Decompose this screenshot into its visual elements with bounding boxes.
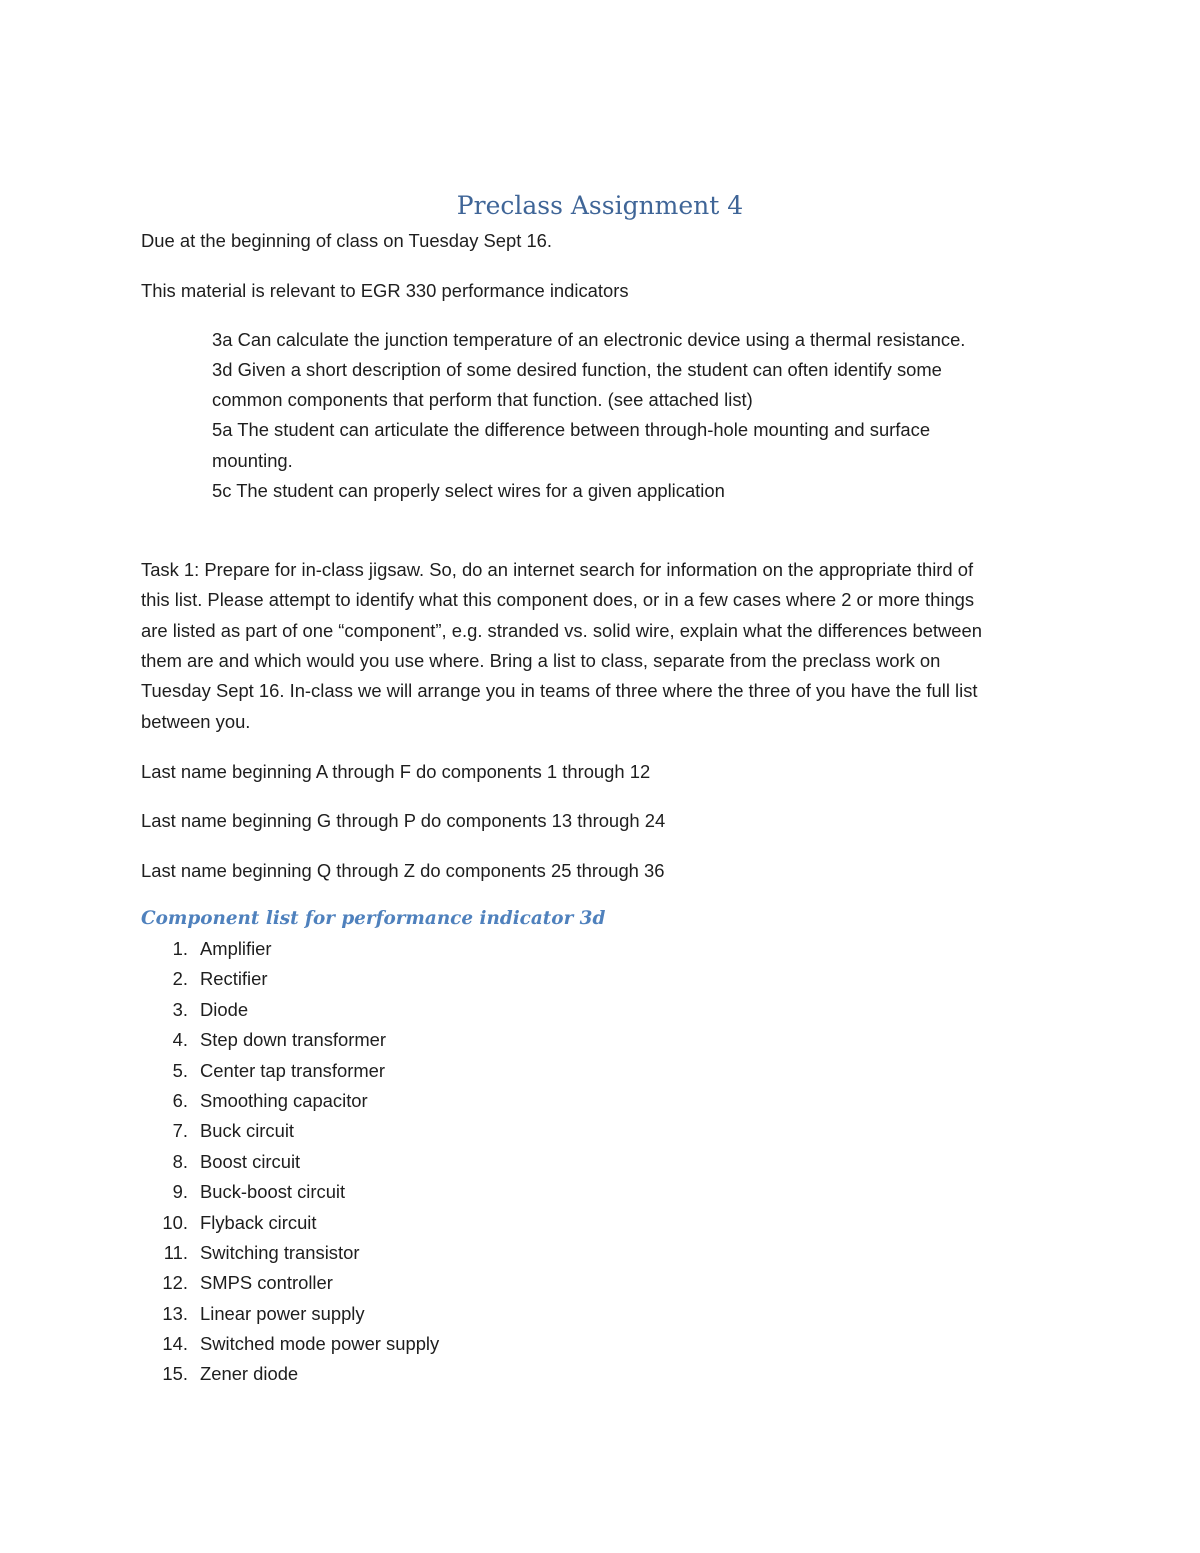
indicator-3a: 3a Can calculate the junction temperature of an electronic device using a thermal resistance. <box>212 329 966 350</box>
task1-line6: between you. <box>141 711 251 732</box>
list-item <box>141 1025 439 1055</box>
list-number: 1. <box>172 938 188 959</box>
list-item <box>141 995 439 1025</box>
group-g-p: Last name beginning G through P do components 13 through 24 <box>141 810 666 831</box>
list-item <box>141 1208 439 1238</box>
component-list-heading: Component list for performance indicator 3d <box>141 908 606 929</box>
indicator-3d-line1: 3d Given a short description of some desired function, the student can often identify some <box>212 359 942 380</box>
component-name: Buck-boost circuit <box>200 1181 346 1203</box>
task1-line3: are listed as part of one “component”, e.g. stranded vs. solid wire, explain what the differences between <box>141 620 982 641</box>
component-name: Center tap transformer <box>200 1059 386 1081</box>
component-name: Linear power supply <box>200 1302 365 1324</box>
list-item <box>141 1177 439 1207</box>
component-name: Flyback circuit <box>200 1211 317 1233</box>
list-number: 12. <box>162 1272 188 1294</box>
component-name: Zener diode <box>200 1363 299 1385</box>
list-number: 13. <box>162 1302 188 1324</box>
list-number: 4. <box>172 1029 188 1051</box>
list-item <box>141 1329 439 1359</box>
list-number: 11. <box>163 1241 188 1263</box>
list-item <box>141 1238 439 1268</box>
list-item <box>141 934 439 964</box>
component-name: Buck circuit <box>200 1120 295 1142</box>
list-number: 9. <box>172 1181 188 1203</box>
component-name: Step down transformer <box>200 1029 387 1051</box>
component-name: Switching transistor <box>200 1241 360 1263</box>
component-name: Diode <box>200 998 249 1020</box>
component-name: Smoothing capacitor <box>200 1089 368 1111</box>
list-number: 15. <box>162 1363 188 1385</box>
group-a-f: Last name beginning A through F do components 1 through 12 <box>141 761 651 782</box>
task1-line4: them are and which would you use where. Bring a list to class, separate from the preclass work on <box>141 650 941 671</box>
list-number: 8. <box>172 1150 188 1172</box>
list-item <box>141 1116 439 1146</box>
task1-line2: this list. Please attempt to identify what this component does, or in a few cases where 2 or more things <box>141 589 975 610</box>
list-item <box>141 964 439 994</box>
due-date-text: Due at the beginning of class on Tuesday Sept 16. <box>141 230 553 251</box>
indicator-5a-line1: 5a The student can articulate the difference between through-hole mounting and surface <box>212 419 931 440</box>
task1-line5: Tuesday Sept 16. In-class we will arrange you in teams of three where the three of you have the full list <box>141 680 978 701</box>
component-name: Rectifier <box>200 968 268 990</box>
component-name: Boost circuit <box>200 1150 301 1172</box>
relevance-text: This material is relevant to EGR 330 performance indicators <box>141 280 629 301</box>
list-item <box>141 1299 439 1329</box>
task1-line1: Task 1: Prepare for in-class jigsaw. So, do an internet search for information on the appropriate third of <box>141 559 974 580</box>
indicator-3d-line2: common components that perform that function. (see attached list) <box>212 389 753 410</box>
list-item <box>141 1086 439 1116</box>
group-q-z: Last name beginning Q through Z do components 25 through 36 <box>141 860 665 881</box>
list-number: 2. <box>172 968 188 990</box>
component-name: Switched mode power supply <box>200 1333 440 1355</box>
list-item <box>141 1056 439 1086</box>
indicator-5a-line2: mounting. <box>212 450 293 471</box>
list-number: 14. <box>162 1333 188 1355</box>
list-number: 7. <box>172 1120 188 1142</box>
component-list <box>141 934 439 1390</box>
indicator-5c: 5c The student can properly select wires for a given application <box>212 480 725 501</box>
list-item <box>141 1147 439 1177</box>
list-item <box>141 1268 439 1298</box>
list-number: 5. <box>172 1059 188 1081</box>
list-number: 3. <box>172 998 188 1020</box>
list-number: 10. <box>162 1211 188 1233</box>
list-number: 6. <box>172 1089 188 1111</box>
component-name: SMPS controller <box>200 1272 333 1294</box>
component-name: Amplifier <box>200 938 272 959</box>
list-item <box>141 1359 439 1389</box>
page-title: Preclass Assignment 4 <box>456 191 744 220</box>
